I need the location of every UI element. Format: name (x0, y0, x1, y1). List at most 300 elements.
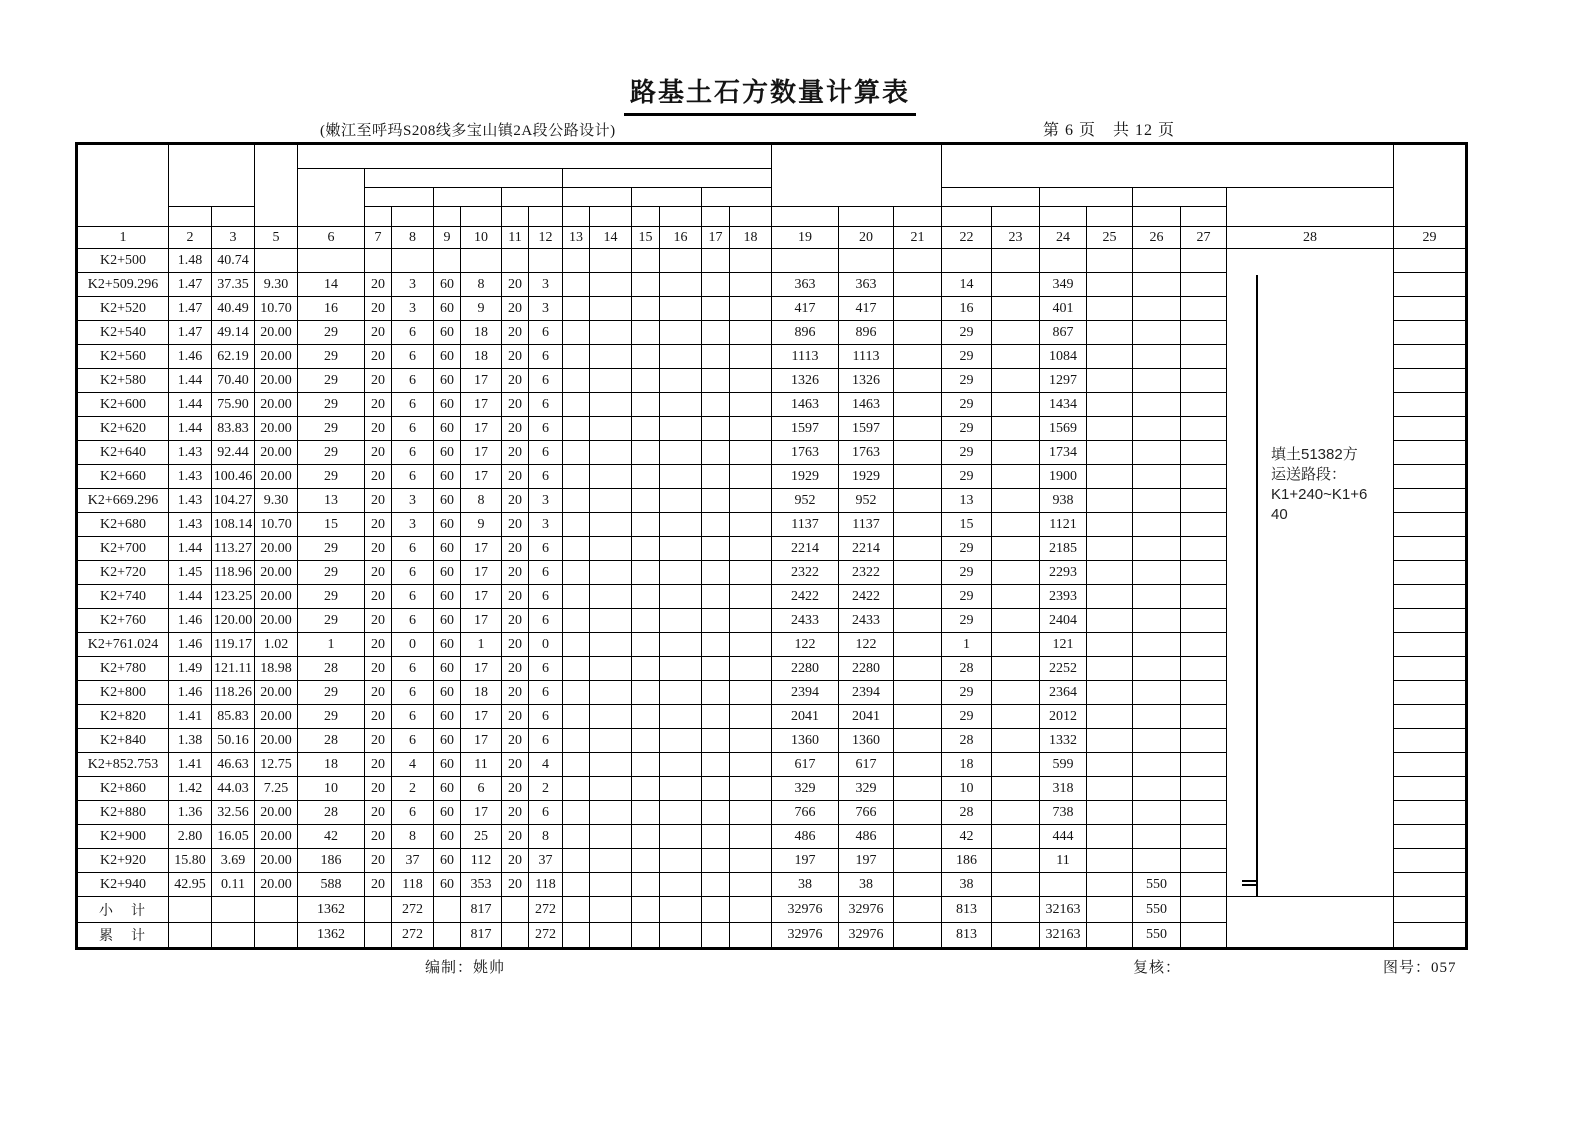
data-cell: 896 (772, 321, 839, 345)
data-cell (702, 489, 730, 513)
total-cell (255, 897, 298, 923)
data-cell: 1 (298, 633, 365, 657)
data-cell: 17 (461, 465, 502, 489)
data-cell (1087, 345, 1133, 369)
data-cell: 20 (365, 321, 392, 345)
data-cell (632, 633, 660, 657)
data-cell: 1.43 (169, 441, 212, 465)
data-cell: 29 (298, 393, 365, 417)
data-cell (1181, 417, 1227, 441)
data-cell: 20 (502, 345, 529, 369)
data-cell: 2393 (1040, 585, 1087, 609)
data-cell: 20 (365, 273, 392, 297)
data-cell (992, 801, 1040, 825)
data-cell: 349 (1040, 273, 1087, 297)
data-cell (730, 465, 772, 489)
station-cell: K2+900 (77, 825, 169, 849)
data-cell (1181, 633, 1227, 657)
data-cell (632, 705, 660, 729)
col-station-header (77, 144, 169, 227)
data-cell: 6 (392, 441, 434, 465)
data-cell (1087, 369, 1133, 393)
data-cell (660, 801, 702, 825)
data-cell (730, 249, 772, 273)
data-cell: 1137 (772, 513, 839, 537)
prepared-by: 编制：姚帅 (425, 960, 506, 976)
data-cell (894, 585, 942, 609)
data-cell (563, 537, 590, 561)
total-cell: 32976 (839, 897, 894, 923)
data-cell (702, 441, 730, 465)
data-cell (1181, 585, 1227, 609)
remark-cell (1394, 369, 1467, 393)
data-cell: 20 (365, 345, 392, 369)
data-cell (1087, 609, 1133, 633)
data-cell: 37 (529, 849, 563, 873)
total-cell (434, 897, 461, 923)
data-cell (660, 729, 702, 753)
data-cell: 10 (942, 777, 992, 801)
data-cell: 29 (942, 705, 992, 729)
total-cell (365, 923, 392, 949)
data-cell: 44.03 (212, 777, 255, 801)
data-cell (563, 585, 590, 609)
data-cell: 60 (434, 345, 461, 369)
data-cell: 60 (434, 681, 461, 705)
data-cell (1181, 657, 1227, 681)
data-cell (1133, 441, 1181, 465)
data-cell (1133, 537, 1181, 561)
data-cell: 6 (529, 729, 563, 753)
data-cell: 100.46 (212, 465, 255, 489)
total-cell (730, 923, 772, 949)
data-cell: 2322 (839, 561, 894, 585)
data-cell: 29 (298, 321, 365, 345)
data-cell: 2433 (772, 609, 839, 633)
data-cell (563, 633, 590, 657)
data-cell: 16 (942, 297, 992, 321)
data-cell: 329 (772, 777, 839, 801)
haul-footer-cell (1227, 897, 1394, 949)
header-cell (392, 207, 434, 227)
data-cell: 1597 (839, 417, 894, 441)
data-cell (1087, 585, 1133, 609)
total-cell: 550 (1133, 897, 1181, 923)
remark-cell (1394, 273, 1467, 297)
data-cell (894, 297, 942, 321)
data-cell: 20 (365, 561, 392, 585)
total-cell (563, 923, 590, 949)
data-cell: 20 (502, 681, 529, 705)
data-cell: 16.05 (212, 825, 255, 849)
column-number: 8 (392, 227, 434, 249)
data-cell: 766 (839, 801, 894, 825)
data-cell: 122 (772, 633, 839, 657)
data-cell (1087, 441, 1133, 465)
data-cell: 6 (529, 801, 563, 825)
data-cell (632, 393, 660, 417)
col-utilization-header (942, 144, 1394, 188)
data-cell: 6 (529, 417, 563, 441)
data-cell (1087, 393, 1133, 417)
data-cell (1181, 273, 1227, 297)
data-cell (1181, 825, 1227, 849)
data-cell (563, 777, 590, 801)
data-cell (632, 489, 660, 513)
data-cell (894, 681, 942, 705)
data-cell: 1.02 (255, 633, 298, 657)
data-cell (590, 705, 632, 729)
data-cell (702, 873, 730, 897)
data-cell (992, 273, 1040, 297)
data-cell: 121 (1040, 633, 1087, 657)
data-cell (1087, 561, 1133, 585)
data-cell: 120.00 (212, 609, 255, 633)
data-cell: 9.30 (255, 273, 298, 297)
data-cell: 29 (942, 609, 992, 633)
station-cell: K2+940 (77, 873, 169, 897)
data-cell: 10.70 (255, 297, 298, 321)
remark-cell (1394, 297, 1467, 321)
data-cell (660, 297, 702, 321)
data-cell (590, 369, 632, 393)
station-cell: K2+860 (77, 777, 169, 801)
data-cell (632, 297, 660, 321)
data-cell (992, 753, 1040, 777)
data-cell: 896 (839, 321, 894, 345)
data-cell: 20 (365, 801, 392, 825)
data-cell: 2422 (839, 585, 894, 609)
data-cell (563, 825, 590, 849)
data-cell: 197 (839, 849, 894, 873)
data-cell (1087, 873, 1133, 897)
data-cell: 29 (298, 681, 365, 705)
data-cell (590, 825, 632, 849)
data-cell: 38 (942, 873, 992, 897)
header-cell (942, 207, 992, 227)
data-cell (730, 681, 772, 705)
data-cell: 29 (298, 561, 365, 585)
total-cell (590, 897, 632, 923)
data-cell (1181, 873, 1227, 897)
data-cell: 1.46 (169, 609, 212, 633)
data-cell: 122 (839, 633, 894, 657)
data-cell (894, 873, 942, 897)
data-cell: 6 (529, 657, 563, 681)
data-cell (660, 513, 702, 537)
header-cell (894, 207, 942, 227)
data-cell: 1.41 (169, 753, 212, 777)
data-cell: 38 (772, 873, 839, 897)
data-cell (632, 465, 660, 489)
data-cell: 1297 (1040, 369, 1087, 393)
station-cell: K2+540 (77, 321, 169, 345)
total-cell (434, 923, 461, 949)
data-cell: 28 (298, 657, 365, 681)
data-cell: 1326 (839, 369, 894, 393)
data-cell: 20.00 (255, 585, 298, 609)
data-cell: 118.26 (212, 681, 255, 705)
data-cell (894, 465, 942, 489)
total-cell (502, 897, 529, 923)
data-cell: 20 (502, 297, 529, 321)
data-cell: 20.00 (255, 681, 298, 705)
data-cell: 20 (365, 657, 392, 681)
data-cell (563, 873, 590, 897)
column-number: 19 (772, 227, 839, 249)
data-cell (563, 321, 590, 345)
title-row (75, 72, 1465, 116)
data-cell: 20 (502, 825, 529, 849)
station-cell: K2+780 (77, 657, 169, 681)
data-cell (660, 273, 702, 297)
data-cell (1040, 249, 1087, 273)
data-cell (660, 873, 702, 897)
data-cell (590, 345, 632, 369)
data-cell: 46.63 (212, 753, 255, 777)
total-cell (992, 923, 1040, 949)
data-cell: 2422 (772, 585, 839, 609)
data-cell (660, 849, 702, 873)
grade-1-header (365, 188, 434, 207)
data-cell: 1.44 (169, 393, 212, 417)
data-cell (894, 801, 942, 825)
data-cell (1181, 609, 1227, 633)
data-cell: 20 (365, 393, 392, 417)
data-cell: 11 (1040, 849, 1087, 873)
column-number: 28 (1227, 227, 1394, 249)
data-cell (702, 729, 730, 753)
total-cell (1087, 897, 1133, 923)
data-cell (992, 249, 1040, 273)
total-cell (632, 897, 660, 923)
data-cell (992, 465, 1040, 489)
data-cell (730, 369, 772, 393)
data-cell: 20 (365, 297, 392, 321)
data-cell (1181, 801, 1227, 825)
data-cell (1087, 729, 1133, 753)
data-cell: 10 (298, 777, 365, 801)
data-cell: 363 (772, 273, 839, 297)
data-cell: 29 (298, 585, 365, 609)
data-cell: 20 (502, 801, 529, 825)
data-cell: 0 (529, 633, 563, 657)
fill-total-header (772, 207, 839, 227)
data-cell: 17 (461, 393, 502, 417)
cut-area-header (169, 207, 212, 227)
haul-note-line: 运送路段： (1271, 466, 1347, 483)
data-cell: 2041 (839, 705, 894, 729)
data-cell: 20.00 (255, 393, 298, 417)
data-cell: 1084 (1040, 345, 1087, 369)
data-cell (632, 249, 660, 273)
data-cell (1087, 513, 1133, 537)
data-cell (772, 249, 839, 273)
total-cell (212, 897, 255, 923)
data-cell: 17 (461, 537, 502, 561)
data-cell: 37.35 (212, 273, 255, 297)
data-cell: 29 (942, 537, 992, 561)
data-cell: 18 (461, 321, 502, 345)
data-cell: 766 (772, 801, 839, 825)
station-cell: K2+509.296 (77, 273, 169, 297)
data-cell: 20 (365, 585, 392, 609)
data-cell: 18 (461, 681, 502, 705)
data-cell: 50.16 (212, 729, 255, 753)
data-cell: 25 (461, 825, 502, 849)
column-number: 13 (563, 227, 590, 249)
data-cell: 186 (942, 849, 992, 873)
data-cell: 6 (529, 609, 563, 633)
data-cell: 20 (502, 609, 529, 633)
data-cell: 444 (1040, 825, 1087, 849)
data-cell (894, 777, 942, 801)
data-cell (632, 585, 660, 609)
data-cell (1133, 705, 1181, 729)
data-cell: 40.49 (212, 297, 255, 321)
data-cell (730, 777, 772, 801)
data-cell: 20 (502, 537, 529, 561)
data-cell: 17 (461, 609, 502, 633)
data-cell (590, 729, 632, 753)
data-cell: 60 (434, 369, 461, 393)
data-cell (1181, 369, 1227, 393)
data-cell (1133, 321, 1181, 345)
haul-diagram-cell (1227, 249, 1394, 897)
data-cell (632, 825, 660, 849)
data-cell: 20.00 (255, 465, 298, 489)
data-cell (730, 825, 772, 849)
data-cell (1133, 369, 1181, 393)
data-cell (590, 657, 632, 681)
data-cell: 62.19 (212, 345, 255, 369)
data-cell: 8 (461, 489, 502, 513)
data-cell: 20 (365, 609, 392, 633)
data-cell (1181, 393, 1227, 417)
data-cell: 2280 (772, 657, 839, 681)
data-cell (660, 825, 702, 849)
station-cell: K2+500 (77, 249, 169, 273)
data-cell (894, 537, 942, 561)
data-cell (632, 369, 660, 393)
data-cell: 186 (298, 849, 365, 873)
data-cell (660, 609, 702, 633)
data-cell: 20 (502, 273, 529, 297)
data-cell: 3 (529, 297, 563, 321)
data-cell: 1.48 (169, 249, 212, 273)
data-cell (1181, 537, 1227, 561)
data-cell (660, 633, 702, 657)
data-cell: 20 (365, 513, 392, 537)
data-cell: 1.44 (169, 369, 212, 393)
data-cell: 599 (1040, 753, 1087, 777)
total-cell (894, 897, 942, 923)
data-cell: 20 (502, 489, 529, 513)
remark-cell (1394, 489, 1467, 513)
total-cell: 1362 (298, 923, 365, 949)
data-cell: 123.25 (212, 585, 255, 609)
haul-header (1227, 188, 1394, 227)
data-cell (590, 249, 632, 273)
remark-cell (1394, 537, 1467, 561)
data-cell (660, 369, 702, 393)
data-cell (730, 345, 772, 369)
grade-3-header (502, 188, 563, 207)
station-cell: K2+720 (77, 561, 169, 585)
data-cell: 1.46 (169, 633, 212, 657)
data-cell: 6 (529, 441, 563, 465)
column-number: 27 (1181, 227, 1227, 249)
data-cell (730, 849, 772, 873)
data-cell: 17 (461, 585, 502, 609)
header-cell (1040, 207, 1087, 227)
column-number: 22 (942, 227, 992, 249)
station-cell: K2+760 (77, 609, 169, 633)
total-cell (632, 923, 660, 949)
data-cell: 1.49 (169, 657, 212, 681)
total-cell (702, 897, 730, 923)
col-distance-header (255, 144, 298, 227)
data-cell: 29 (298, 609, 365, 633)
total-cell (894, 923, 942, 949)
data-cell: 17 (461, 417, 502, 441)
data-cell: 17 (461, 657, 502, 681)
data-cell (730, 513, 772, 537)
data-cell (702, 321, 730, 345)
data-cell: 15 (942, 513, 992, 537)
data-cell (1087, 753, 1133, 777)
data-cell: 353 (461, 873, 502, 897)
data-cell (1133, 345, 1181, 369)
data-cell: 1360 (772, 729, 839, 753)
grade-2-header (434, 188, 502, 207)
station-cell: K2+560 (77, 345, 169, 369)
earthwork-table-container (75, 142, 1468, 950)
earthwork-table (75, 142, 1468, 950)
data-cell (590, 777, 632, 801)
remark-cell (1394, 585, 1467, 609)
column-number: 29 (1394, 227, 1467, 249)
data-cell (590, 753, 632, 777)
column-number: 6 (298, 227, 365, 249)
data-cell (1133, 801, 1181, 825)
data-cell: 401 (1040, 297, 1087, 321)
data-cell (590, 417, 632, 441)
data-cell (730, 729, 772, 753)
data-cell: 1.46 (169, 681, 212, 705)
data-cell (702, 609, 730, 633)
remark-cell (1394, 321, 1467, 345)
header-cell (839, 207, 894, 227)
data-cell (702, 417, 730, 441)
data-cell: 60 (434, 633, 461, 657)
data-cell: 1 (942, 633, 992, 657)
data-cell: 2293 (1040, 561, 1087, 585)
data-cell (563, 489, 590, 513)
header-cell (502, 207, 529, 227)
data-cell: 20 (365, 633, 392, 657)
total-cell (660, 897, 702, 923)
data-cell: 20.00 (255, 849, 298, 873)
data-cell: 60 (434, 753, 461, 777)
data-cell (563, 609, 590, 633)
data-cell: 13 (298, 489, 365, 513)
data-cell: 9.30 (255, 489, 298, 513)
remark-cell (1394, 825, 1467, 849)
data-cell (894, 441, 942, 465)
station-cell: K2+620 (77, 417, 169, 441)
haul-note (1271, 445, 1394, 525)
